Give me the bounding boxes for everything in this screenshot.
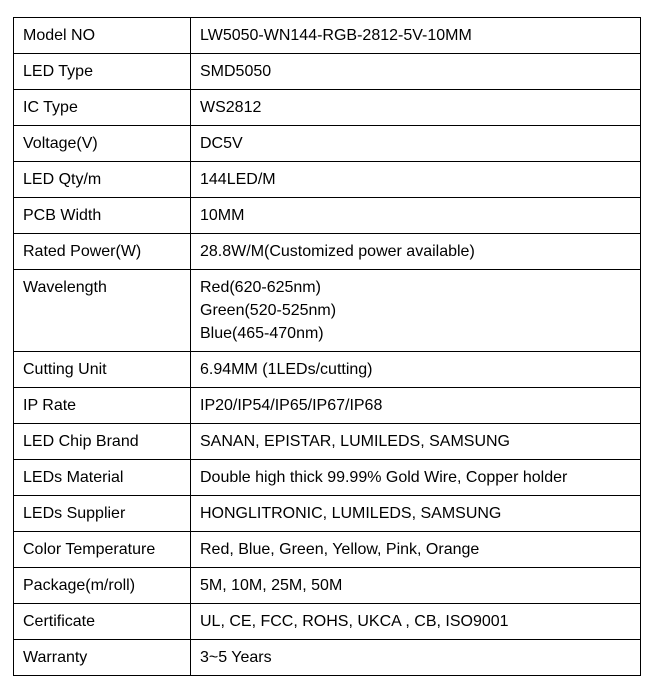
spec-value: SMD5050 bbox=[191, 54, 641, 90]
spec-row-led-qty bbox=[14, 162, 641, 198]
spec-value: 10MM bbox=[191, 198, 641, 234]
spec-row-pcb-width bbox=[14, 198, 641, 234]
spec-value: IP20/IP54/IP65/IP67/IP68 bbox=[191, 388, 641, 424]
spec-row-cutting-unit bbox=[14, 352, 641, 388]
spec-value: UL, CE, FCC, ROHS, UKCA , CB, ISO9001 bbox=[191, 604, 641, 640]
spec-label: Color Temperature bbox=[14, 532, 191, 568]
spec-row-certificate bbox=[14, 604, 641, 640]
spec-label: Cutting Unit bbox=[14, 352, 191, 388]
spec-value: WS2812 bbox=[191, 90, 641, 126]
spec-value: 3~5 Years bbox=[191, 640, 641, 676]
spec-table-body bbox=[14, 18, 641, 676]
spec-row-led-type bbox=[14, 54, 641, 90]
spec-row-leds-supplier bbox=[14, 496, 641, 532]
spec-label: Wavelength bbox=[14, 270, 191, 352]
spec-value: HONGLITRONIC, LUMILEDS, SAMSUNG bbox=[191, 496, 641, 532]
spec-row-ip-rate bbox=[14, 388, 641, 424]
spec-row-color-temperature bbox=[14, 532, 641, 568]
spec-label: PCB Width bbox=[14, 198, 191, 234]
wavelength-line-blue: Blue(465-470nm) bbox=[200, 325, 324, 342]
spec-value: DC5V bbox=[191, 126, 641, 162]
spec-value: SANAN, EPISTAR, LUMILEDS, SAMSUNG bbox=[191, 424, 641, 460]
spec-value: 28.8W/M(Customized power available) bbox=[191, 234, 641, 270]
spec-value: Double high thick 99.99% Gold Wire, Copper holder bbox=[191, 460, 641, 496]
spec-row-wavelength bbox=[14, 270, 641, 352]
spec-row-ic-type bbox=[14, 90, 641, 126]
spec-row-model-no bbox=[14, 18, 641, 54]
spec-label: LED Type bbox=[14, 54, 191, 90]
spec-row-package bbox=[14, 568, 641, 604]
spec-label: IP Rate bbox=[14, 388, 191, 424]
spec-label: Certificate bbox=[14, 604, 191, 640]
wavelength-line-green: Green(520-525nm) bbox=[200, 302, 337, 319]
spec-value: Red, Blue, Green, Yellow, Pink, Orange bbox=[191, 532, 641, 568]
spec-label: LED Qty/m bbox=[14, 162, 191, 198]
spec-value: 6.94MM (1LEDs/cutting) bbox=[191, 352, 641, 388]
spec-label: LEDs Material bbox=[14, 460, 191, 496]
spec-row-rated-power bbox=[14, 234, 641, 270]
spec-label: Voltage(V) bbox=[14, 126, 191, 162]
spec-value: LW5050-WN144-RGB-2812-5V-10MM bbox=[191, 18, 641, 54]
spec-label: LED Chip Brand bbox=[14, 424, 191, 460]
spec-label: LEDs Supplier bbox=[14, 496, 191, 532]
spec-label: Rated Power(W) bbox=[14, 234, 191, 270]
spec-label: IC Type bbox=[14, 90, 191, 126]
spec-table bbox=[13, 17, 641, 676]
wavelength-line-red: Red(620-625nm) bbox=[200, 279, 321, 296]
spec-row-warranty bbox=[14, 640, 641, 676]
spec-row-leds-material bbox=[14, 460, 641, 496]
spec-label: Package(m/roll) bbox=[14, 568, 191, 604]
spec-label: Warranty bbox=[14, 640, 191, 676]
spec-row-voltage bbox=[14, 126, 641, 162]
spec-value: 144LED/M bbox=[191, 162, 641, 198]
spec-value: 5M, 10M, 25M, 50M bbox=[191, 568, 641, 604]
spec-label: Model NO bbox=[14, 18, 191, 54]
spec-value bbox=[191, 270, 641, 352]
spec-row-led-chip-brand bbox=[14, 424, 641, 460]
